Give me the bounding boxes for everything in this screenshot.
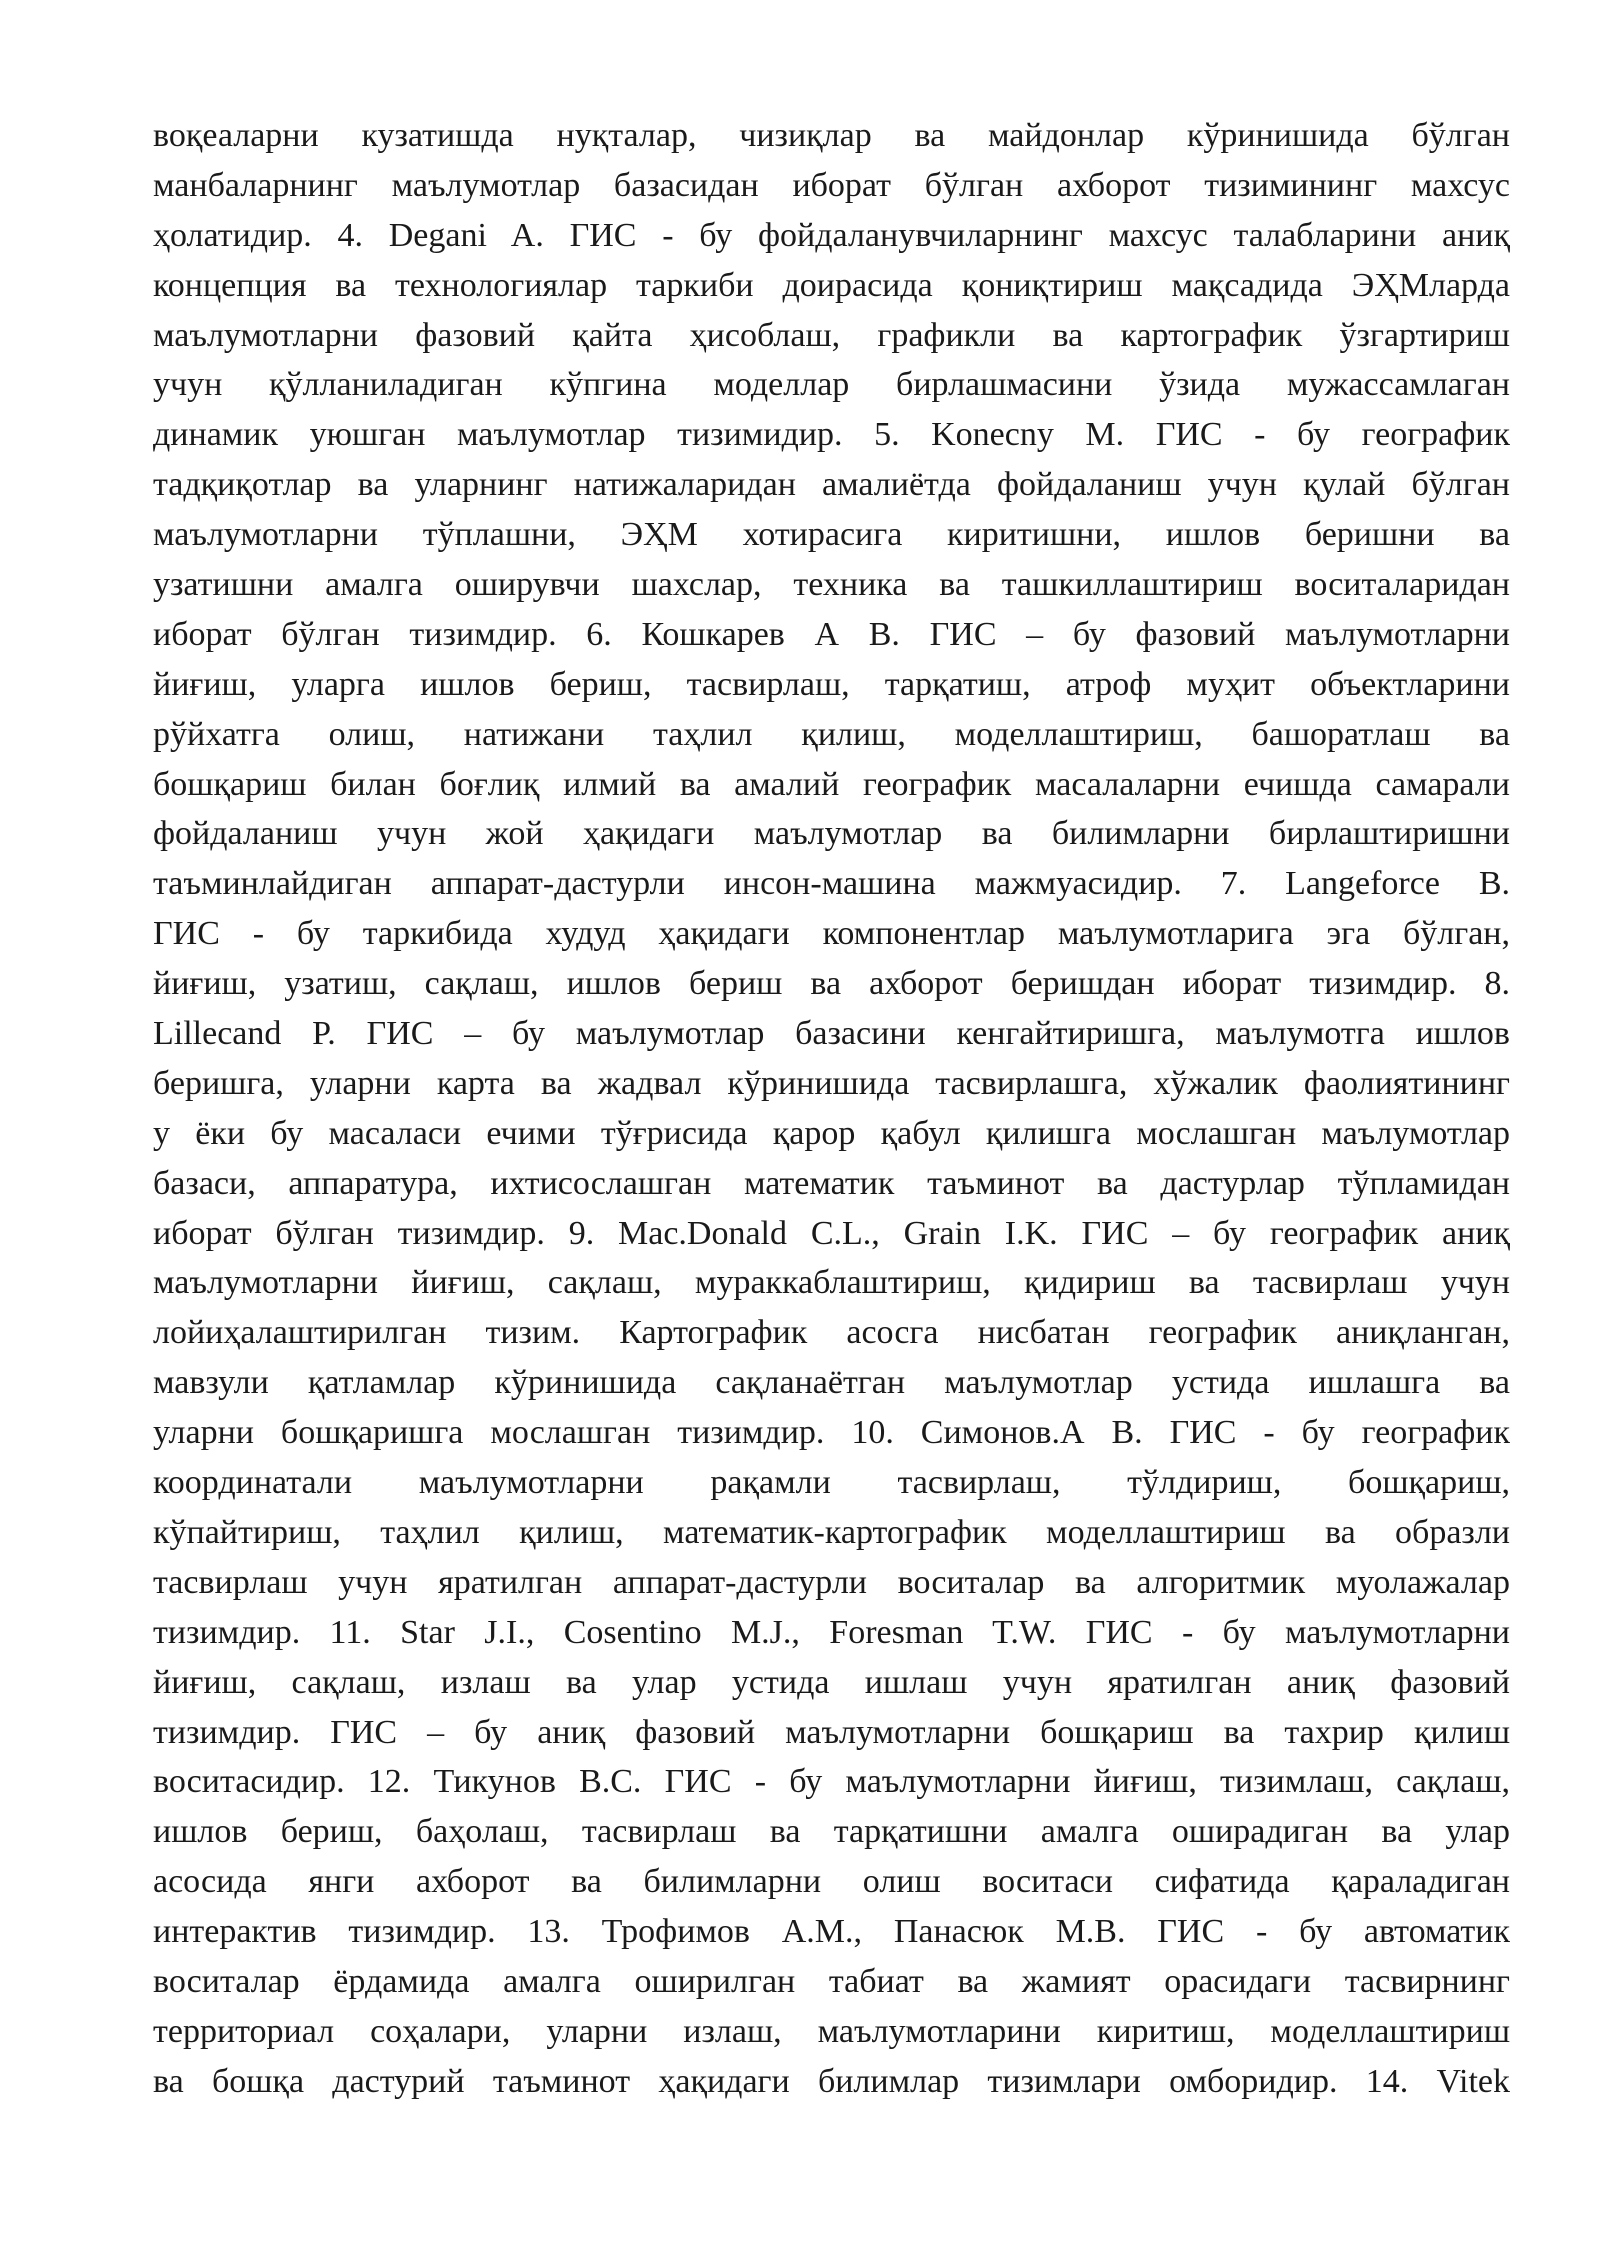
text-line: иборат бўлган тизимдир. 9. Mac.Donald C.L., Grain I.K. ГИС – бу географик аниқ [153, 1214, 1510, 1252]
text-line: ҳолатидир. 4. Degani A. ГИС - бу фойдаланувчиларнинг махсус талабларини аниқ [153, 216, 1510, 254]
body-text [153, 111, 1510, 2107]
text-line: тизимдир. ГИС – бу аниқ фазовий маълумотларни бошқариш ва тахрир қилиш [153, 1713, 1510, 1751]
text-line: воситасидир. 12. Тикунов В.С. ГИС - бу маълумотларни йиғиш, тизимлаш, сақлаш, [153, 1763, 1510, 1801]
text-line: маълумотларни тўплашни, ЭҲМ хотирасига киритишни, ишлов беришни ва [153, 516, 1510, 554]
text-line: уларни бошқаришга мослашган тизимдир. 10. Симонов.А В. ГИС - бу географик [153, 1414, 1510, 1452]
text-line: фойдаланиш учун жой ҳақидаги маълумотлар ва билимларни бирлаштиришни [153, 815, 1510, 853]
text-line: территориал соҳалари, уларни излаш, маълумотларини киритиш, моделлаштириш [153, 2012, 1510, 2050]
text-line: йиғиш, сақлаш, излаш ва улар устида ишлаш учун яратилган аниқ фазовий [153, 1663, 1510, 1701]
text-line: ишлов бериш, баҳолаш, тасвирлаш ва тарқатишни амалга оширадиган ва улар [153, 1813, 1510, 1851]
text-line: динамик уюшган маълумотлар тизимидир. 5. Konecny M. ГИС - бу географик [153, 416, 1510, 454]
text-line: мавзули қатламлар кўринишида сақланаётган маълумотлар устида ишлашга ва [153, 1364, 1510, 1402]
text-line: маълумотларни фазовий қайта ҳисоблаш, графикли ва картографик ўзгартириш [153, 316, 1510, 354]
text-line: интерактив тизимдир. 13. Трофимов А.М., Панасюк М.В. ГИС - бу автоматик [153, 1913, 1510, 1951]
text-line: асосида янги ахборот ва билимларни олиш воситаси сифатида қараладиган [153, 1863, 1510, 1901]
text-line: иборат бўлган тизимдир. 6. Кошкарев А В. ГИС – бу фазовий маълумотларни [153, 615, 1510, 653]
text-line: ва бошқа дастурий таъминот ҳақидаги билимлар тизимлари омборидир. 14. Vitek [153, 2062, 1510, 2100]
text-line: Lillecand P. ГИС – бу маълумотлар базасини кенгайтиришга, маълумотга ишлов [153, 1015, 1510, 1053]
text-line: рўйхатга олиш, натижани таҳлил қилиш, моделлаштириш, башоратлаш ва [153, 715, 1510, 753]
text-line: беришга, уларни карта ва жадвал кўринишида тасвирлашга, хўжалик фаолиятининг [153, 1064, 1510, 1102]
text-line: у ёки бу масаласи ечими тўғрисида қарор қабул қилишга мослашган маълумотлар [153, 1114, 1510, 1152]
text-line: йиғиш, узатиш, сақлаш, ишлов бериш ва ахборот беришдан иборат тизимдир. 8. [153, 965, 1510, 1003]
text-line: кўпайтириш, таҳлил қилиш, математик-картографик моделлаштириш ва образли [153, 1513, 1510, 1551]
text-line: таъминлайдиган аппарат-дастурли инсон-машина мажмуасидир. 7. Langeforce B. [153, 865, 1510, 903]
text-line: воситалар ёрдамида амалга оширилган табиат ва жамият орасидаги тасвирнинг [153, 1962, 1510, 2000]
text-line: тизимдир. 11. Star J.I., Cosentino M.J., Foresman T.W. ГИС - бу маълумотларни [153, 1613, 1510, 1651]
text-line: базаси, аппаратура, ихтисослашган математик таъминот ва дастурлар тўпламидан [153, 1164, 1510, 1202]
text-line: воқеаларни кузатишда нуқталар, чизиқлар ва майдонлар кўринишида бўлган [153, 117, 1510, 154]
text-line: маълумотларни йиғиш, сақлаш, мураккаблаштириш, қидириш ва тасвирлаш учун [153, 1264, 1510, 1302]
text-line: концепция ва технологиялар таркиби доирасида қониқтириш мақсадида ЭҲМларда [153, 266, 1510, 304]
text-line: тасвирлаш учун яратилган аппарат-дастурли воситалар ва алгоритмик муолажалар [153, 1563, 1510, 1601]
text-line: узатишни амалга оширувчи шахслар, техника ва ташкиллаштириш воситаларидан [153, 566, 1510, 604]
text-line: ГИС - бу таркибида худуд ҳақидаги компонентлар маълумотларига эга бўлган, [153, 915, 1510, 953]
text-line: координатали маълумотларни рақамли тасвирлаш, тўлдириш, бошқариш, [153, 1464, 1510, 1502]
text-line: бошқариш билан боғлиқ илмий ва амалий географик масалаларни ечишда самарали [153, 765, 1510, 803]
text-line: тадқиқотлар ва уларнинг натижаларидан амалиётда фойдаланиш учун қулай бўлган [153, 466, 1510, 504]
text-line: манбаларнинг маълумотлар базасидан иборат бўлган ахборот тизимининг махсус [153, 166, 1510, 204]
text-line: лойиҳалаштирилган тизим. Картографик асосга нисбатан географик аниқланган, [153, 1314, 1510, 1352]
text-line: йиғиш, уларга ишлов бериш, тасвирлаш, тарқатиш, атроф муҳит объектларини [153, 665, 1510, 703]
text-line: учун қўлланиладиган кўпгина моделлар бирлашмасини ўзида мужассамлаган [153, 366, 1510, 404]
